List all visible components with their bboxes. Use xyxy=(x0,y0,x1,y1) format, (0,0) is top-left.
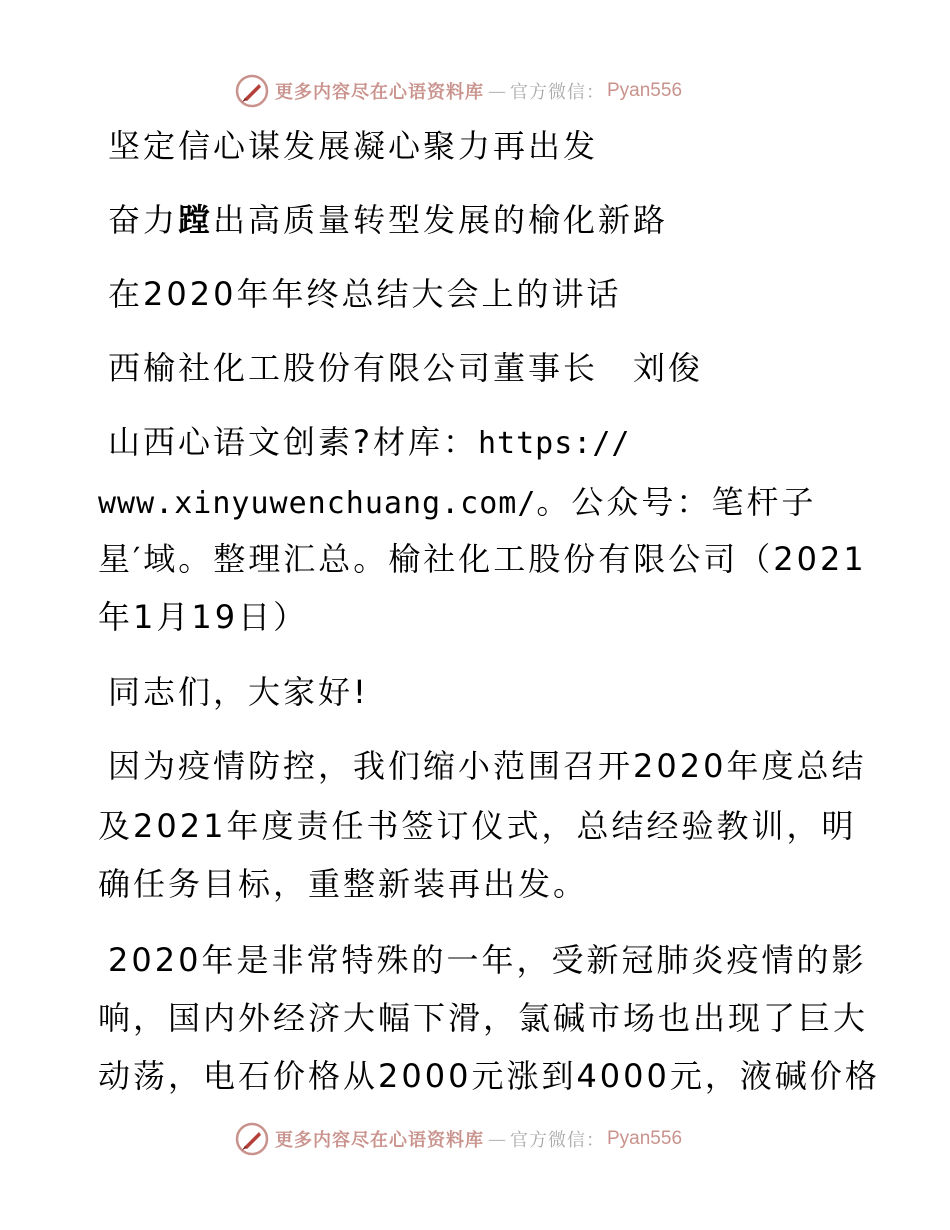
source-line-3: 星′域。整理汇总。榆社化工股份有限公司（2021 xyxy=(98,540,867,578)
watermark-text: 更多内容尽在心语资料库 xyxy=(275,1130,484,1151)
paragraph-1-line-2: 及2021年度责任书签订仪式，总结经验教训，明 xyxy=(98,807,857,845)
quill-pen-icon xyxy=(235,74,269,108)
greeting: 同志们，大家好! xyxy=(108,673,369,711)
watermark-separator: — xyxy=(488,80,506,102)
watermark-text: 更多内容尽在心语资料库 xyxy=(275,82,484,103)
title-line-1: 坚定信心谋发展凝心聚力再出发 xyxy=(108,127,599,165)
title-line-2-part-a: 奋力 xyxy=(108,201,179,239)
source-line-1-url: https:// xyxy=(478,426,631,461)
title-line-2-bold-char: 蹚 xyxy=(178,201,214,239)
watermark-wechat-id: Pyan556 xyxy=(607,1128,683,1149)
title-line-3: 在2020年年终总结大会上的讲话 xyxy=(108,275,622,313)
paragraph-1-line-3: 确任务目标，重整新装再出发。 xyxy=(98,865,589,903)
footer-watermark xyxy=(235,1122,682,1156)
watermark-label: 官方微信： xyxy=(510,1130,605,1151)
paragraph-2-line-3: 动荡，电石价格从2000元涨到4000元，液碱价格 xyxy=(98,1057,880,1095)
paragraph-1-line-1: 因为疫情防控，我们缩小范围召开2020年度总结 xyxy=(108,747,867,785)
paragraph-2-line-1: 2020年是非常特殊的一年，受新冠肺炎疫情的影 xyxy=(108,941,867,979)
source-line-2-url: www.xinyuwenchuang.com/ xyxy=(98,486,537,521)
title-line-2 xyxy=(108,200,668,240)
title-line-4: 西榆社化工股份有限公司董事长 刘俊 xyxy=(108,349,704,387)
paragraph-2-line-2: 响，国内外经济大幅下滑，氯碱市场也出现了巨大 xyxy=(98,999,869,1037)
source-line-2-text: 。公众号：笔杆子 xyxy=(536,483,817,521)
source-line-4: 年1月19日） xyxy=(98,598,309,636)
header-watermark xyxy=(235,74,682,108)
source-line-1 xyxy=(108,422,631,464)
source-line-2 xyxy=(98,482,816,524)
watermark-label: 官方微信： xyxy=(510,82,605,103)
watermark-separator: — xyxy=(488,1128,506,1150)
watermark-wechat-id: Pyan556 xyxy=(607,80,683,101)
source-line-1-text: 山西心语文创素?材库： xyxy=(108,423,478,461)
quill-pen-icon xyxy=(235,1122,269,1156)
title-line-2-part-c: 出高质量转型发展的榆化新路 xyxy=(213,201,669,239)
